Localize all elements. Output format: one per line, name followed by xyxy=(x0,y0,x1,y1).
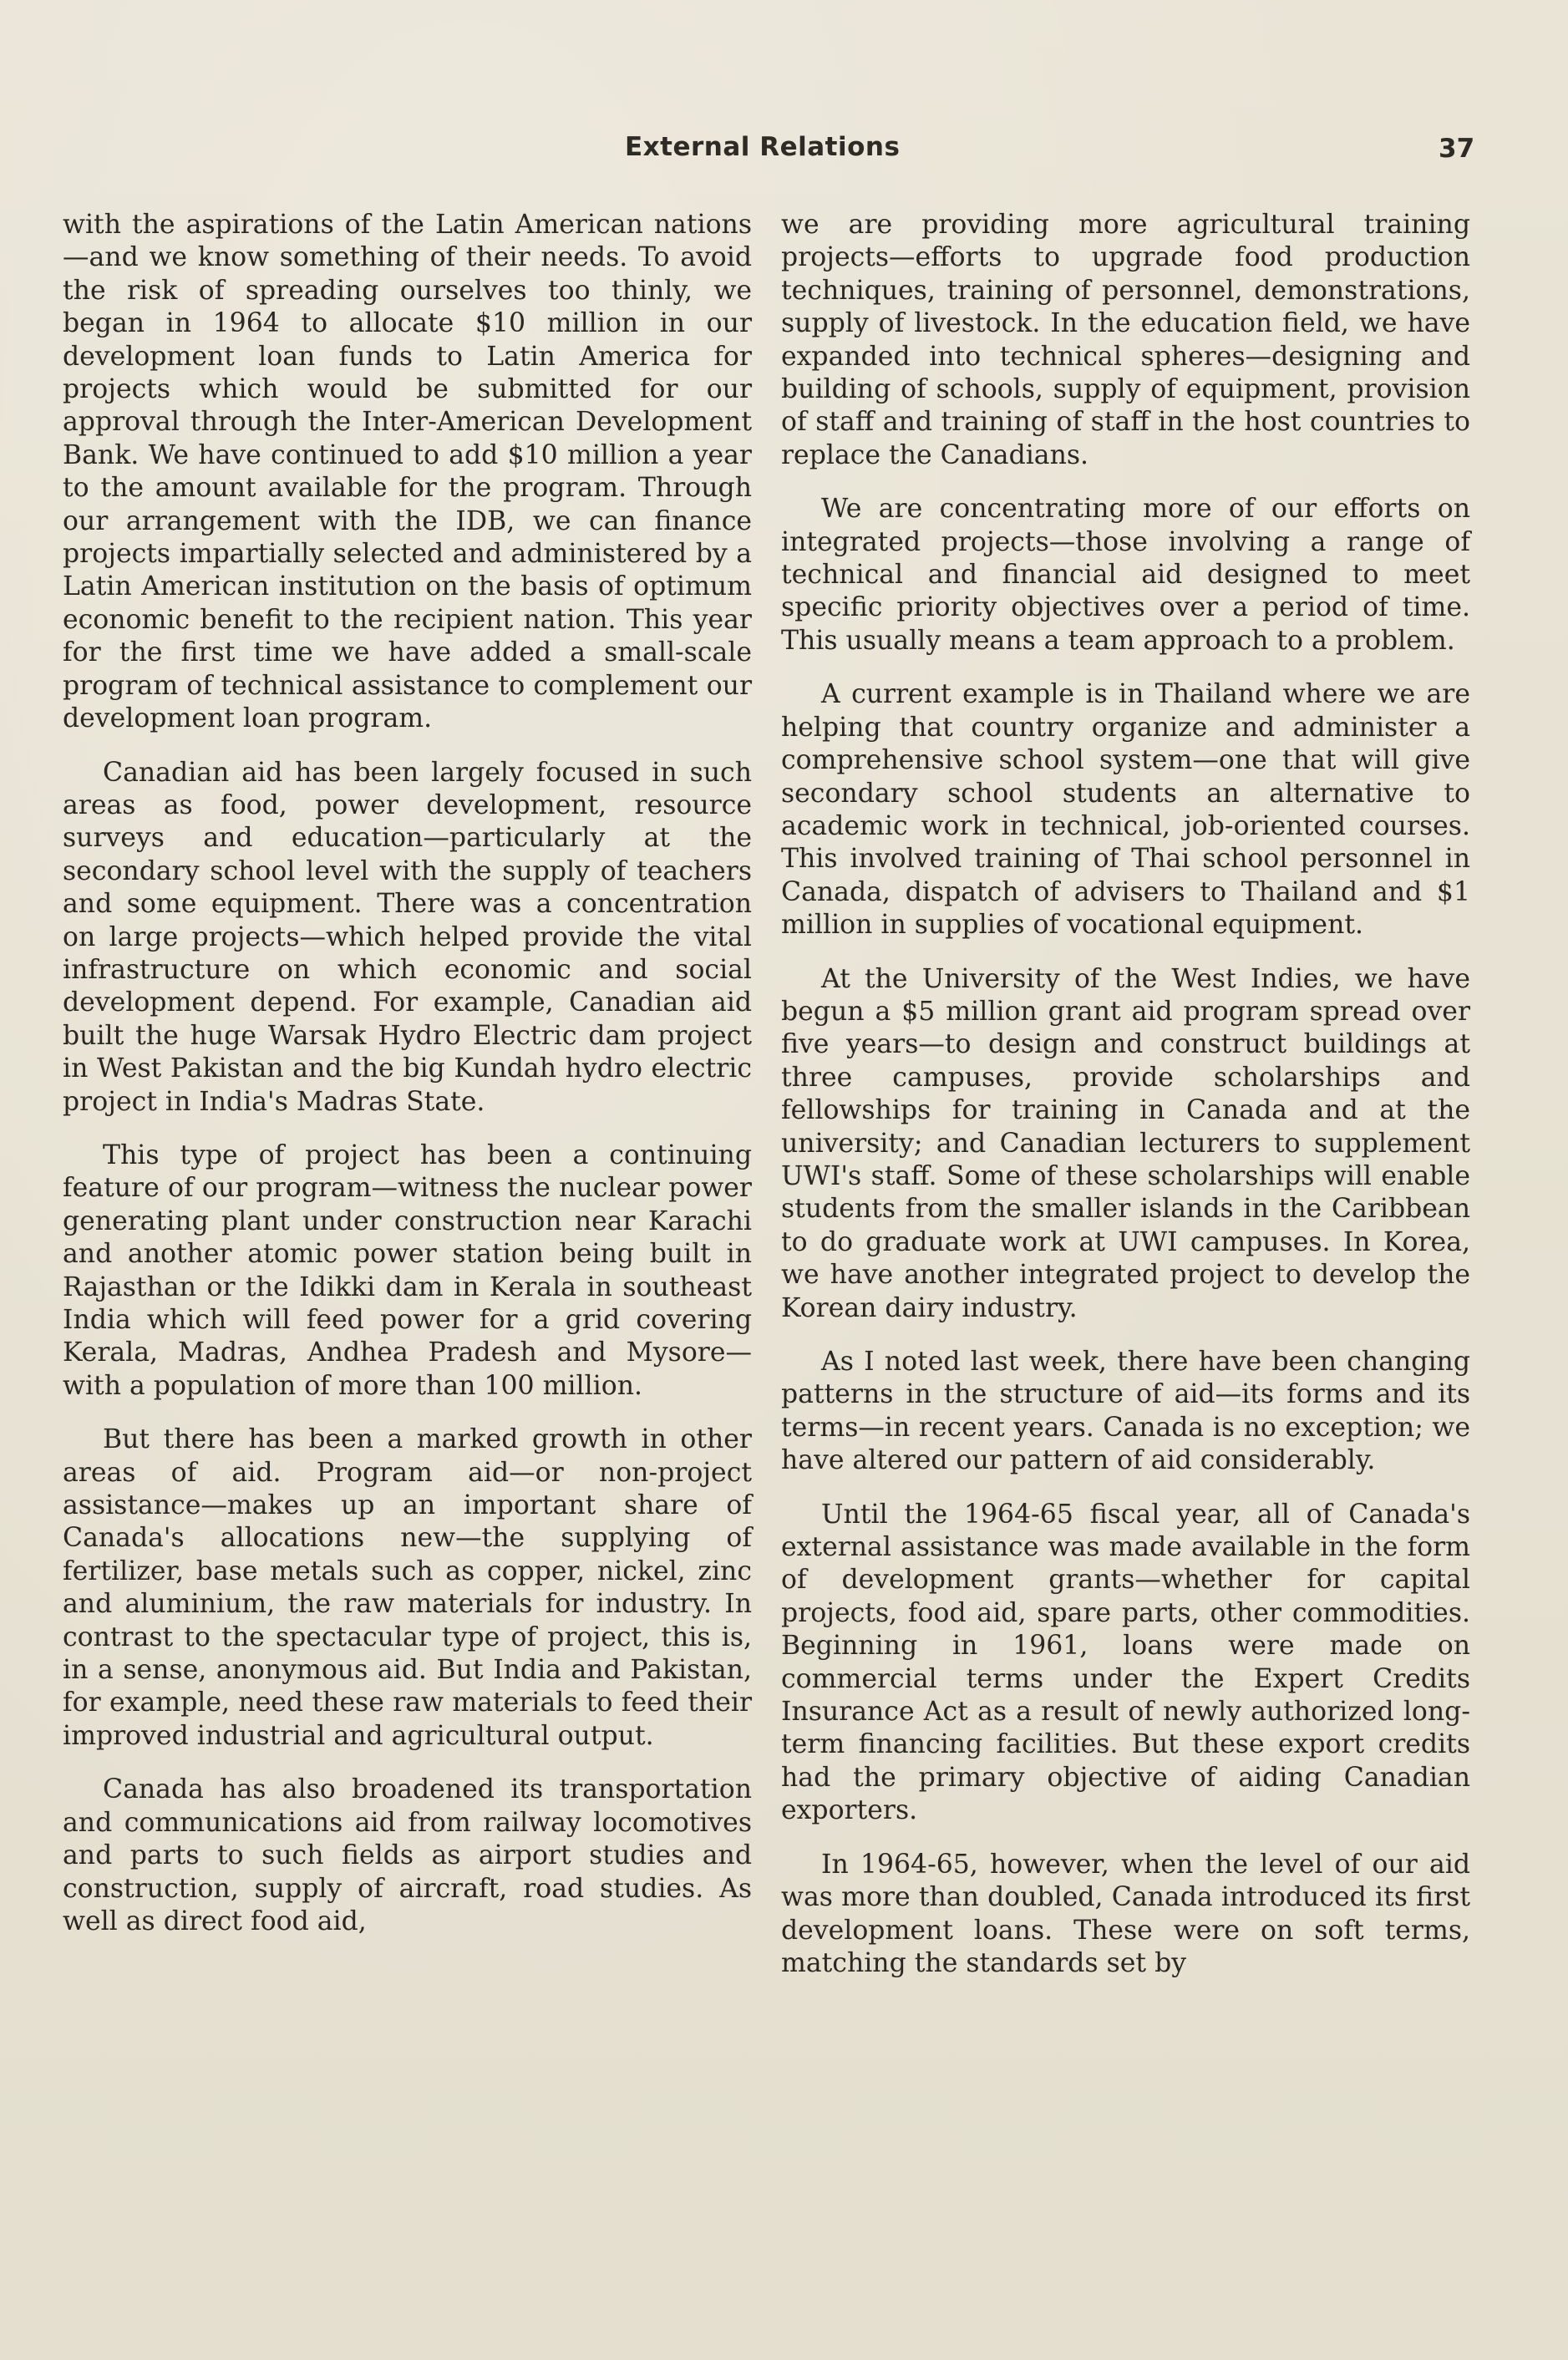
paragraph: A current example is in Thailand where we are helping that country organize and administer a comprehensive school system—one that will give secondary school students an alternative to academic work in technical, job-oriented courses. This involved training of Thai school personnel in Canada, dispatch of advisers to Thailand and $1 million in supplies of vocational equipment. xyxy=(781,679,1470,941)
page-number: 37 xyxy=(1439,134,1475,164)
running-title: External Relations xyxy=(625,132,901,162)
paragraph: we are providing more agricultural training projects—efforts to upgrade food production techniques, training of personnel, demonstrations, supply of livestock. In the education field, we have expanded into technical spheres—designing and building of schools, supply of equipment, provision of staff and training of staff in the host countries to replace the Canadians. xyxy=(781,210,1470,470)
paragraph: Canadian aid has been largely focused in such areas as food, power development, resource surveys and education—particularly at the secondary school level with the supply of teachers and some equipment. There was a concentration on large projects—which helped provide the vital infrastructure on which economic and social development depend. For example, Canadian aid built the huge Warsak Hydro Electric dam project in West Pakistan and the big Kundah hydro electric project in India's Madras State. xyxy=(63,757,752,1117)
paragraph: As I noted last week, there have been changing patterns in the structure of aid—its forms and its terms—in recent years. Canada is no exception; we have altered our pattern of aid considerably. xyxy=(781,1347,1470,1476)
paragraph: This type of project has been a continuing feature of our program—witness the nuclear power generating plant under construction near Karachi and another atomic power station being built in Rajasthan or the Idikki dam in Kerala in southeast India which will feed power for a grid covering Kerala, Madras, Andhea Pradesh and Mysore—with a population of more than 100 million. xyxy=(63,1139,752,1401)
paragraph: Canada has also broadened its transportation and communications aid from railway locomotives and parts to such fields as airport studies and construction, supply of aircraft, road studies. As well as direct food aid, xyxy=(63,1774,752,1936)
paragraph: We are concentrating more of our efforts on integrated projects—those involving a range of technical and financial aid designed to meet specific priority objectives over a period of time. This usually means a team approach to a problem. xyxy=(781,494,1470,656)
paragraph: Until the 1964-65 fiscal year, all of Canada's external assistance was made available in the form of development grants—whether for capital projects, food aid, spare parts, other commodities. Beginning in 1961, loans were made on commercial terms under the Expert Credits Insurance Act as a result of newly authorized long-term financing facilities. But these export credits had the primary objective of aiding Canadian exporters. xyxy=(781,1499,1470,1826)
left-column xyxy=(63,209,752,1959)
paragraph: But there has been a marked growth in other areas of aid. Program aid—or non-project assistance—makes up an important share of Canada's allocations new—the supplying of fertilizer, base metals such as copper, nickel, zinc and aluminium, the raw materials for industry. In contrast to the spectacular type of project, this is, in a sense, anonymous aid. But India and Pakistan, for example, need these raw materials to feed their improved industrial and agricultural output. xyxy=(63,1424,752,1751)
paragraph: In 1964-65, however, when the level of our aid was more than doubled, Canada introduced its first development loans. These were on soft terms, matching the standards set by xyxy=(781,1849,1470,1978)
right-column xyxy=(781,209,1470,2001)
paragraph: At the University of the West Indies, we have begun a $5 million grant aid program spread over five years—to design and construct buildings at three campuses, provide scholarships and fellowships for training in Canada and at the university; and Canadian lecturers to supplement UWI's staff. Some of these scholarships will enable students from the smaller islands in the Caribbean to do graduate work at UWI campuses. In Korea, we have another integrated project to develop the Korean dairy industry. xyxy=(781,963,1470,1323)
paragraph: with the aspirations of the Latin American nations—and we know something of their needs. To avoid the risk of spreading ourselves too thinly, we began in 1964 to allocate $10 million in our development loan funds to Latin America for projects which would be submitted for our approval through the Inter-American Development Bank. We have continued to add $10 million a year to the amount available for the program. Through our arrangement with the IDB, we can finance projects impartially selected and administered by a Latin American institution on the basis of optimum economic benefit to the recipient nation. This year for the first time we have added a small-scale program of technical assistance to complement our development loan program. xyxy=(63,210,752,734)
